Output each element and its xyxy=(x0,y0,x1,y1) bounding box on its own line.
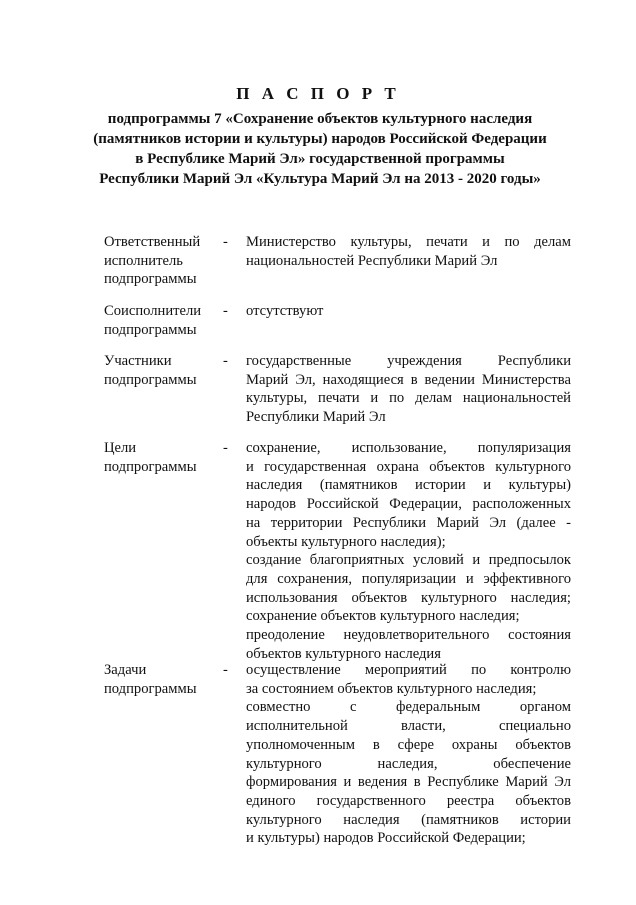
section-label: Ответственный исполнитель подпрограммы xyxy=(104,234,201,288)
document-subtitle xyxy=(60,109,580,189)
document-title: П А С П О Р Т xyxy=(236,84,400,103)
subtitle-line: в Республике Марий Эл» государственной программы xyxy=(135,151,505,167)
section-label: Соисполнители подпрограммы xyxy=(104,303,202,338)
section-dash: - xyxy=(223,303,228,319)
section-content: государственные учреждения Республики Марий Эл, находящиеся в ведении Министерства культуры, печати и по делам национальностей Республики Марий Эл xyxy=(246,353,571,426)
section-label: Задачи подпрограммы xyxy=(104,662,197,697)
section-label: Участники подпрограммы xyxy=(104,353,197,388)
section-dash: - xyxy=(223,440,228,456)
section-dash: - xyxy=(223,662,228,678)
section-dash: - xyxy=(223,353,228,369)
subtitle-line: Республики Марий Эл «Культура Марий Эл на 2013 - 2020 годы» xyxy=(99,171,541,187)
section-content: осуществление мероприятий по контролю за состоянием объектов культурного наследия; совместно с федеральным органом исполнительной власти, специально уполномоченным в сфере охраны объектов культурного наследия, обеспечение формирования и ведения в Республике Марий Эл единого государственного реестра объектов культурного наследия (памятников истории и культуры) народов Российской Федерации; xyxy=(246,662,571,847)
section-content: отсутствуют xyxy=(246,303,324,319)
subtitle-line: подпрограммы 7 «Сохранение объектов культурного наследия xyxy=(107,111,533,127)
subtitle-line: (памятников истории и культуры) народов Российской Федерации xyxy=(93,131,547,147)
section-content: Министерство культуры, печати и по делам национальностей Республики Марий Эл xyxy=(246,234,571,269)
section-content: сохранение, использование, популяризация и государственная охрана объектов культурного наследия (памятников истории и культуры) народов Российской Федерации, расположенных на территории Республики Марий Эл (далее - объекты культурного наследия); создание благоприятных условий и предпосылок для сохранения, популяризации и эффективного использования объектов культурного наследия; сохранение объектов культурного наследия; преодоление неудовлетворительного состояния объектов культурного наследия xyxy=(246,440,571,662)
section-label: Цели подпрограммы xyxy=(104,440,197,475)
section-dash: - xyxy=(223,234,228,250)
